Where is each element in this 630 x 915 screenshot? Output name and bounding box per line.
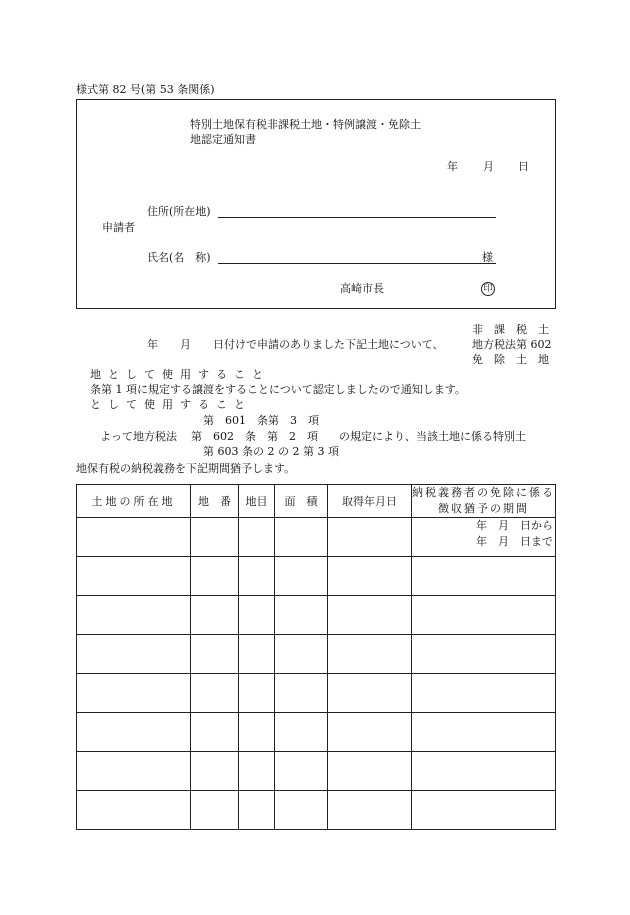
cell-location[interactable] <box>77 674 191 713</box>
seal-icon: 印 <box>481 282 495 296</box>
name-line[interactable] <box>218 263 496 264</box>
cell-lot-number[interactable] <box>191 713 239 752</box>
body-line-4: として使用すること <box>90 398 252 411</box>
cell-area[interactable] <box>275 596 328 635</box>
body-line-last: 地保有税の納税義務を下記期間猶予します。 <box>76 462 296 475</box>
name-label: 氏名(名 称) <box>147 251 211 264</box>
law-option-3: 第 603 条の 2 の 2 第 3 項 <box>203 445 339 458</box>
cell-land-category[interactable] <box>239 557 275 596</box>
cell-land-category[interactable] <box>239 752 275 791</box>
cell-land-category[interactable] <box>239 596 275 635</box>
table-header-row <box>77 485 556 518</box>
land-table <box>76 484 556 830</box>
date-year: 年 <box>447 160 458 173</box>
cell-area[interactable] <box>275 752 328 791</box>
cell-acquisition-date[interactable] <box>328 518 412 557</box>
address-line[interactable] <box>218 217 496 218</box>
applicant-label: 申請者 <box>102 221 135 234</box>
cell-acquisition-date[interactable] <box>328 752 412 791</box>
cell-area[interactable] <box>275 518 328 557</box>
header-land-category: 地目 <box>239 485 275 518</box>
header-area: 面 積 <box>275 485 328 518</box>
table-row <box>77 635 556 674</box>
law-prefix: よって地方税法 <box>100 430 177 443</box>
cell-acquisition-date[interactable] <box>328 635 412 674</box>
address-label: 住所(所在地) <box>147 205 211 218</box>
cell-lot-number[interactable] <box>191 791 239 830</box>
cell-lot-number[interactable] <box>191 557 239 596</box>
cell-area[interactable] <box>275 674 328 713</box>
table-row <box>77 713 556 752</box>
table-row <box>77 752 556 791</box>
notice-title-line2: 地認定通知書 <box>190 133 256 146</box>
form-number: 様式第 82 号(第 53 条関係) <box>76 83 215 96</box>
cell-land-category[interactable] <box>239 518 275 557</box>
cell-location[interactable] <box>77 791 191 830</box>
table-row <box>77 791 556 830</box>
law-option-2: 第 602 条 第 2 項 <box>191 430 318 443</box>
period-to: 年 月 日まで <box>476 535 553 548</box>
cell-land-category[interactable] <box>239 635 275 674</box>
honorific: 様 <box>482 251 493 264</box>
cell-area[interactable] <box>275 791 328 830</box>
cell-lot-number[interactable] <box>191 635 239 674</box>
cell-acquisition-date[interactable] <box>328 557 412 596</box>
cell-location[interactable] <box>77 752 191 791</box>
cell-deferral-period[interactable] <box>412 752 556 791</box>
cell-deferral-period[interactable] <box>412 596 556 635</box>
cell-location[interactable] <box>77 557 191 596</box>
cell-location[interactable] <box>77 596 191 635</box>
issuer: 高崎市長 <box>340 282 384 295</box>
cell-lot-number[interactable] <box>191 752 239 791</box>
cell-land-category[interactable] <box>239 674 275 713</box>
cell-lot-number[interactable] <box>191 674 239 713</box>
cell-deferral-period[interactable] <box>412 518 556 557</box>
date-month: 月 <box>483 160 494 173</box>
cell-location[interactable] <box>77 713 191 752</box>
cell-location[interactable] <box>77 635 191 674</box>
body-option-3: 免 除 土 地 <box>472 353 549 366</box>
cell-acquisition-date[interactable] <box>328 791 412 830</box>
cell-deferral-period[interactable] <box>412 791 556 830</box>
cell-area[interactable] <box>275 557 328 596</box>
law-option-1: 第 601 条第 3 項 <box>203 414 319 427</box>
cell-deferral-period[interactable] <box>412 557 556 596</box>
cell-acquisition-date[interactable] <box>328 674 412 713</box>
body-line-2: 地として使用すること <box>90 368 270 381</box>
body-option-2: 地方税法第 602 <box>472 338 552 351</box>
table-row <box>77 557 556 596</box>
body-option-1: 非 課 税 土 <box>472 323 549 336</box>
cell-deferral-period[interactable] <box>412 635 556 674</box>
cell-deferral-period[interactable] <box>412 674 556 713</box>
cell-deferral-period[interactable] <box>412 713 556 752</box>
cell-acquisition-date[interactable] <box>328 596 412 635</box>
body-date-line: 年 月 日付けで申請のありました下記土地について、 <box>147 338 444 351</box>
body-line-3: 条第 1 項に規定する譲渡をすることについて認定しましたので通知します。 <box>90 383 466 396</box>
cell-land-category[interactable] <box>239 791 275 830</box>
cell-area[interactable] <box>275 635 328 674</box>
cell-lot-number[interactable] <box>191 518 239 557</box>
law-suffix: の規定により、当該土地に係る特別土 <box>339 430 526 443</box>
header-acquisition-date: 取得年月日 <box>328 485 412 518</box>
cell-lot-number[interactable] <box>191 596 239 635</box>
header-deferral-period: 納税義務者の免除に係る徴収猶予の期間 <box>412 485 556 518</box>
cell-land-category[interactable] <box>239 713 275 752</box>
cell-acquisition-date[interactable] <box>328 713 412 752</box>
date-day: 日 <box>518 160 529 173</box>
period-from: 年 月 日から <box>476 519 553 532</box>
table-row <box>77 518 556 557</box>
cell-area[interactable] <box>275 713 328 752</box>
cell-location[interactable] <box>77 518 191 557</box>
table-row <box>77 596 556 635</box>
header-lot-number: 地 番 <box>191 485 239 518</box>
notice-title-line1: 特別土地保有税非課税土地・特例譲渡・免除土 <box>190 118 421 131</box>
header-location: 土地の所在地 <box>77 485 191 518</box>
table-row <box>77 674 556 713</box>
